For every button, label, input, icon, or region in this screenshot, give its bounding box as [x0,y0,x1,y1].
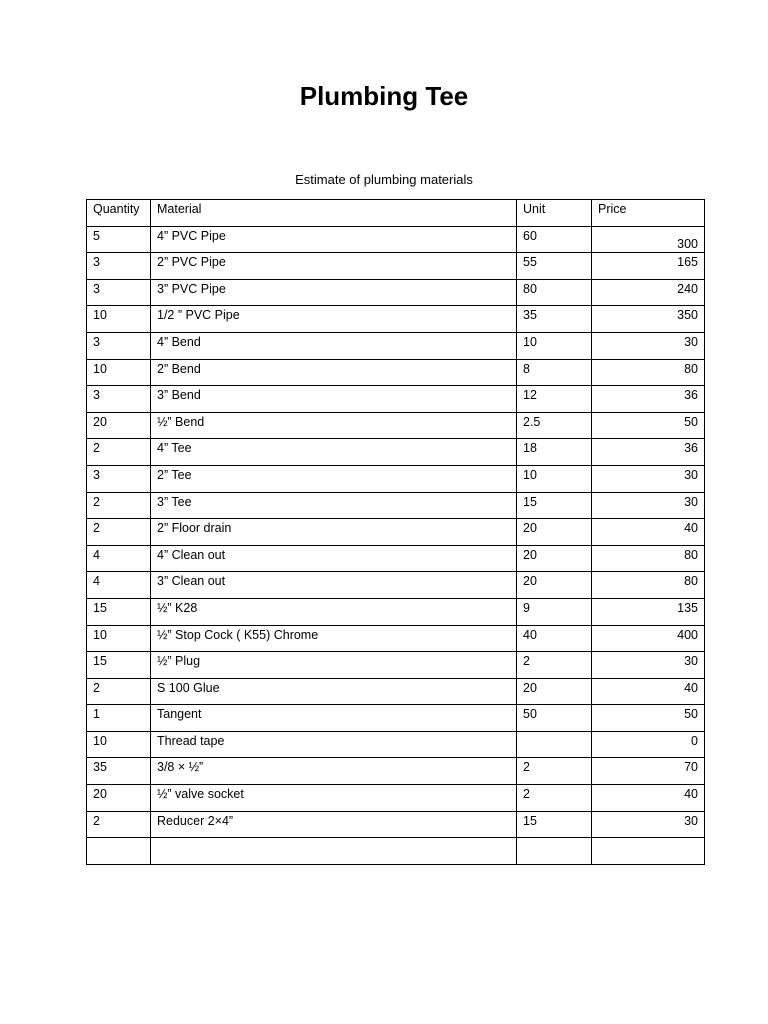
cell-material: 3” Bend [151,386,517,413]
cell-unit: 35 [517,306,592,333]
cell-material: Reducer 2×4” [151,811,517,838]
cell-material: ½” valve socket [151,785,517,812]
cell-unit: 15 [517,492,592,519]
cell-price: 40 [592,678,705,705]
table-row [87,705,705,732]
cell-unit: 20 [517,545,592,572]
cell-price: 300 [592,226,705,253]
cell-material: ½” Stop Cock ( K55) Chrome [151,625,517,652]
cell-unit: 20 [517,519,592,546]
cell-material: 3/8 × ½” [151,758,517,785]
cell-material: 4” PVC Pipe [151,226,517,253]
cell-price: 50 [592,705,705,732]
cell-material: S 100 Glue [151,678,517,705]
cell-unit: 2 [517,785,592,812]
cell-price: 30 [592,492,705,519]
cell-material: 3” Clean out [151,572,517,599]
cell-material: Tangent [151,705,517,732]
cell-quantity: 10 [87,731,151,758]
cell-unit: 2 [517,652,592,679]
cell-quantity: 2 [87,439,151,466]
table-caption: Estimate of plumbing materials [295,172,473,187]
cell-quantity: 2 [87,519,151,546]
cell-unit: 10 [517,332,592,359]
cell-quantity: 3 [87,253,151,280]
table-row [87,758,705,785]
table-row [87,359,705,386]
cell-quantity [87,838,151,865]
cell-material: 3” PVC Pipe [151,279,517,306]
cell-price: 135 [592,598,705,625]
cell-quantity: 10 [87,359,151,386]
cell-unit: 60 [517,226,592,253]
cell-price: 30 [592,332,705,359]
cell-unit: 2.5 [517,412,592,439]
cell-quantity: 3 [87,386,151,413]
header-quantity: Quantity [87,200,151,227]
cell-material: ½” Bend [151,412,517,439]
cell-price: 350 [592,306,705,333]
table-row [87,465,705,492]
cell-unit: 15 [517,811,592,838]
cell-quantity: 2 [87,811,151,838]
cell-quantity: 20 [87,412,151,439]
cell-price: 50 [592,412,705,439]
cell-material [151,838,517,865]
table-row [87,386,705,413]
cell-quantity: 5 [87,226,151,253]
cell-material: 4” Bend [151,332,517,359]
cell-unit [517,838,592,865]
cell-quantity: 10 [87,306,151,333]
table-row [87,731,705,758]
header-unit: Unit [517,200,592,227]
cell-price: 240 [592,279,705,306]
cell-quantity: 3 [87,465,151,492]
table-row [87,545,705,572]
cell-quantity: 2 [87,678,151,705]
cell-unit: 80 [517,279,592,306]
table-row [87,625,705,652]
table-row [87,492,705,519]
cell-material: ½” K28 [151,598,517,625]
cell-unit: 55 [517,253,592,280]
cell-quantity: 10 [87,625,151,652]
table-row [87,253,705,280]
cell-material: 2” Tee [151,465,517,492]
cell-quantity: 3 [87,332,151,359]
cell-material: 4” Tee [151,439,517,466]
cell-price: 36 [592,439,705,466]
cell-unit: 2 [517,758,592,785]
cell-unit: 20 [517,678,592,705]
cell-material: Thread tape [151,731,517,758]
table-row [87,678,705,705]
cell-material: ½” Plug [151,652,517,679]
cell-price: 80 [592,545,705,572]
cell-unit: 12 [517,386,592,413]
cell-price: 30 [592,811,705,838]
table-row [87,838,705,865]
cell-quantity: 3 [87,279,151,306]
cell-unit: 8 [517,359,592,386]
table-row [87,279,705,306]
header-price: Price [592,200,705,227]
table-header-row [87,200,705,227]
cell-material: 1/2 ” PVC Pipe [151,306,517,333]
cell-quantity: 35 [87,758,151,785]
table-row [87,439,705,466]
table-row [87,572,705,599]
cell-unit: 10 [517,465,592,492]
cell-price: 30 [592,652,705,679]
cell-unit: 20 [517,572,592,599]
document-title: Plumbing Tee [299,81,469,111]
cell-price: 36 [592,386,705,413]
cell-price: 30 [592,465,705,492]
cell-material: 2” Bend [151,359,517,386]
table-row [87,785,705,812]
cell-material: 3” Tee [151,492,517,519]
cell-quantity: 4 [87,545,151,572]
table-row [87,412,705,439]
cell-material: 4” Clean out [151,545,517,572]
cell-price: 70 [592,758,705,785]
table-row [87,519,705,546]
cell-price: 400 [592,625,705,652]
cell-quantity: 2 [87,492,151,519]
materials-table [86,199,705,865]
table-row [87,306,705,333]
cell-quantity: 15 [87,598,151,625]
cell-price [592,838,705,865]
cell-price: 40 [592,785,705,812]
table-row [87,652,705,679]
cell-price: 0 [592,731,705,758]
cell-quantity: 20 [87,785,151,812]
cell-material: 2” Floor drain [151,519,517,546]
table-row [87,598,705,625]
table-row [87,332,705,359]
table-row [87,811,705,838]
cell-material: 2” PVC Pipe [151,253,517,280]
cell-unit: 18 [517,439,592,466]
table-body [87,226,705,864]
cell-unit: 50 [517,705,592,732]
cell-price: 80 [592,572,705,599]
cell-unit: 9 [517,598,592,625]
cell-price: 40 [592,519,705,546]
cell-quantity: 15 [87,652,151,679]
cell-unit: 40 [517,625,592,652]
cell-unit [517,731,592,758]
header-material: Material [151,200,517,227]
cell-price: 80 [592,359,705,386]
table-row [87,226,705,253]
cell-quantity: 1 [87,705,151,732]
cell-quantity: 4 [87,572,151,599]
cell-price: 165 [592,253,705,280]
